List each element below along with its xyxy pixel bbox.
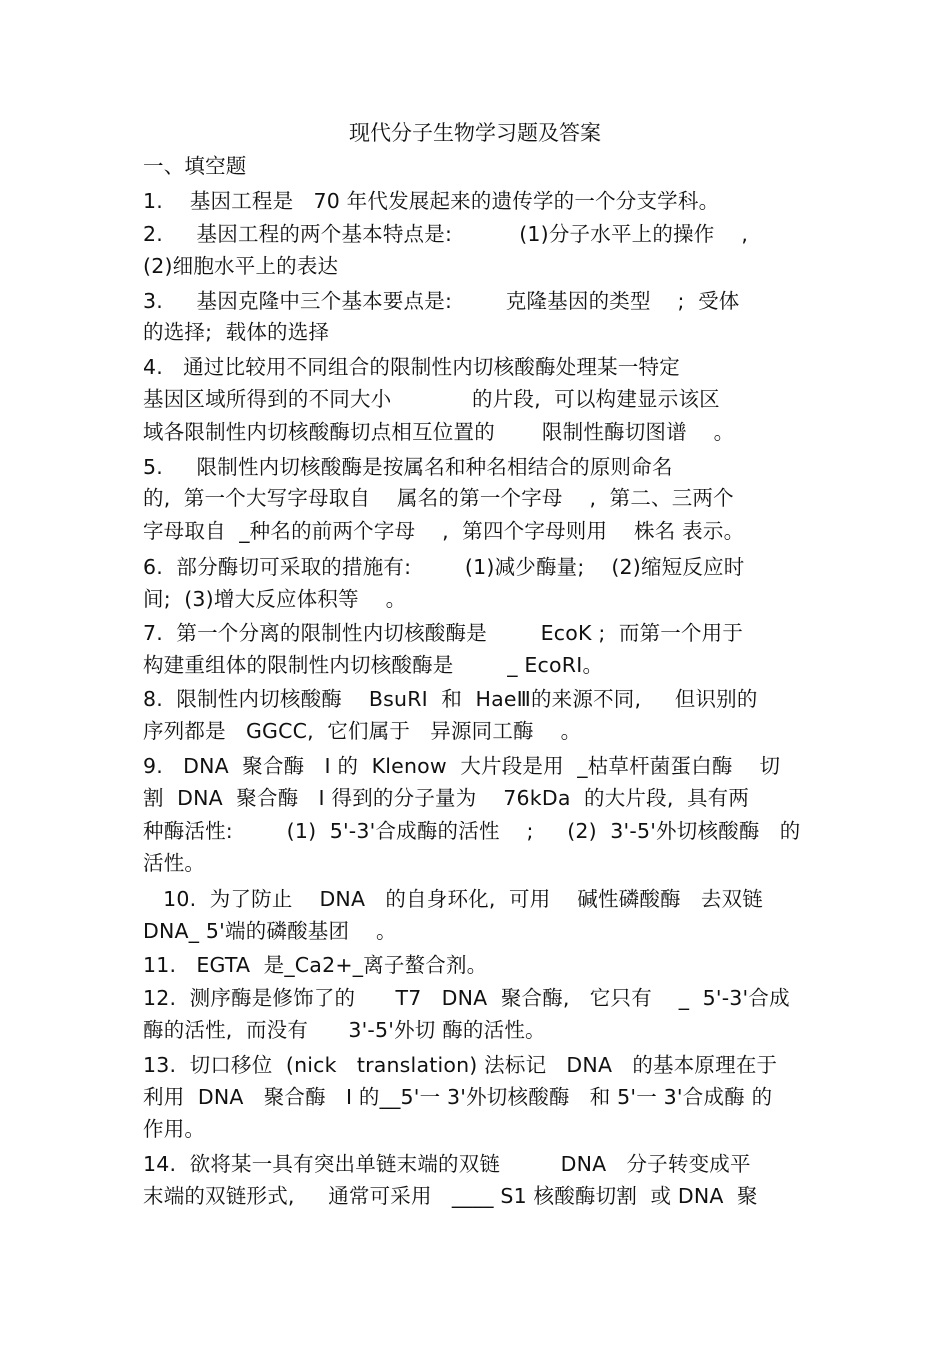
text-line: (2)细胞水平上的表达: [143, 254, 339, 278]
text-line: 酶的活性, 而没有 3'-5'外切 酶的活性。: [143, 1018, 546, 1042]
text-line: 作用。: [143, 1117, 206, 1141]
text-line: 1. 基因工程是 70 年代发展起来的遗传学的一个分支学科。: [143, 189, 720, 213]
text-line: 3. 基因克隆中三个基本要点是: 克隆基因的类型 ; 受体: [143, 289, 740, 313]
text-line: 13. 切口移位 (nick translation) 法标记 DNA 的基本原理在于: [143, 1053, 778, 1077]
text-line: 构建重组体的限制性内切核酸酶是 _ EcoRI。: [143, 653, 604, 677]
text-line: 割 DNA 聚合酶 I 得到的分子量为 76kDa 的大片段, 具有两: [143, 786, 750, 810]
text-line: 7. 第一个分离的限制性内切核酸酶是 EcoK ; 而第一个用于: [143, 621, 744, 645]
text-line: 利用 DNA 聚合酶 I 的__5'一 3'外切核酸酶 和 5'一 3'合成酶 的: [143, 1085, 773, 1109]
text-line: 14. 欲将某一具有突出单链末端的双链 DNA 分子转变成平: [143, 1152, 751, 1176]
section-heading: 一、填空题: [143, 154, 247, 178]
text-line: 字母取自 _种名的前两个字母 , 第四个字母则用 株名 表示。: [143, 519, 745, 543]
text-line: 的, 第一个大写字母取自 属名的第一个字母 , 第二、三两个: [143, 486, 734, 510]
text-line: 序列都是 GGCC, 它们属于 异源同工酶 。: [143, 719, 582, 743]
text-line: 5. 限制性内切核酸酶是按属名和种名相结合的原则命名: [143, 455, 673, 479]
text-line: 域各限制性内切核酸酶切点相互位置的 限制性酶切图谱 。: [143, 420, 735, 444]
text-line: 12. 测序酶是修饰了的 T7 DNA 聚合酶, 它只有 _ 5'-3'合成: [143, 986, 790, 1010]
text-line: 6. 部分酶切可采取的措施有: (1)减少酶量; (2)缩短反应时: [143, 555, 745, 579]
page-title: 现代分子生物学习题及答案: [349, 121, 601, 145]
text-line: 10. 为了防止 DNA 的自身环化, 可用 碱性磷酸酶 去双链: [143, 887, 764, 911]
text-line: 基因区域所得到的不同大小 的片段, 可以构建显示该区: [143, 387, 720, 411]
text-line: 间; (3)增大反应体积等 。: [143, 587, 407, 611]
text-line: DNA_ 5'端的磷酸基团 。: [143, 919, 397, 943]
text-line: 9. DNA 聚合酶 I 的 Klenow 大片段是用 _枯草杆菌蛋白酶 切: [143, 754, 781, 778]
text-line: 活性。: [143, 851, 206, 875]
text-line: 种酶活性: (1) 5'-3'合成酶的活性 ; (2) 3'-5'外切核酸酶 的: [143, 819, 801, 843]
text-line: 的选择; 载体的选择: [143, 320, 330, 344]
text-line: 4. 通过比较用不同组合的限制性内切核酸酶处理某一特定: [143, 355, 680, 379]
text-line: 2. 基因工程的两个基本特点是: (1)分子水平上的操作 ,: [143, 222, 749, 246]
text-line: 8. 限制性内切核酸酶 BsuRI 和 HaeⅢ的来源不同, 但识别的: [143, 687, 758, 711]
text-line: 末端的双链形式, 通常可采用 ____ S1 核酸酶切割 或 DNA 聚: [143, 1184, 758, 1208]
text-line: 11. EGTA 是_Ca2+_离子螯合剂。: [143, 953, 488, 977]
